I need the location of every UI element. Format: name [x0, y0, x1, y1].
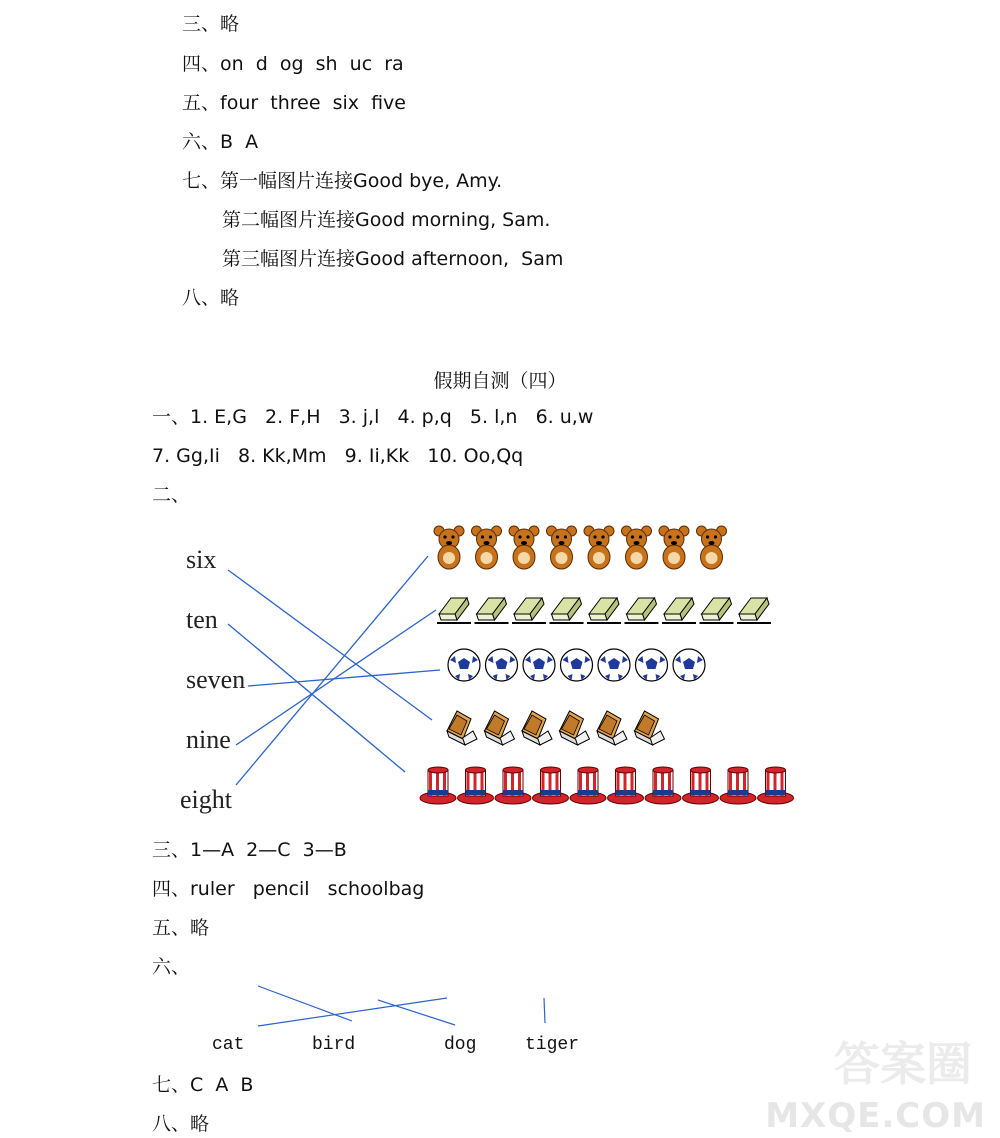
- answer-liu: 六、B A: [182, 131, 259, 153]
- answer-four-san: 三、1—A 2—C 3—B: [152, 839, 347, 861]
- soccer-ball-icon: [486, 649, 518, 681]
- teddy-bear-icon: [622, 526, 652, 569]
- top-hat-icon: [458, 767, 494, 804]
- top-hat-icon: [533, 767, 569, 804]
- watermark-cn: 答案圈: [834, 1037, 972, 1091]
- top-hat-icon: [720, 767, 756, 804]
- answer-qi-1: 七、第一幅图片连接Good bye, Amy.: [182, 170, 503, 192]
- answer-ba: 八、略: [182, 287, 240, 309]
- eraser-icon: [475, 598, 509, 623]
- answer-qi-2: 第二幅图片连接Good morning, Sam.: [222, 209, 551, 231]
- answer-er: 二、: [152, 484, 191, 506]
- link-animal-3: [378, 1000, 455, 1025]
- soccer-ball-icon: [523, 649, 555, 681]
- answer-si: 四、on d og sh uc ra: [182, 53, 404, 75]
- soccer-ball-icon: [448, 649, 480, 681]
- pencil-sharpener-icon: [597, 711, 627, 745]
- soccer-ball-icon: [673, 649, 705, 681]
- teddy-bear-icon: [584, 526, 614, 569]
- eraser-icon: [512, 598, 546, 623]
- match-word-seven: seven: [186, 665, 246, 694]
- soccer-ball-icon: [636, 649, 668, 681]
- top-hat-icon: [758, 767, 794, 804]
- teddy-bear-icon: [659, 526, 689, 569]
- watermark-en: MXQE.COM: [765, 1096, 986, 1136]
- answer-four-qi: 七、C A B: [152, 1074, 254, 1096]
- picture-row-2: [437, 598, 771, 623]
- link-nine-erasers: [236, 610, 436, 745]
- teddy-bear-icon: [472, 526, 502, 569]
- eraser-icon: [737, 598, 771, 623]
- section-title: 假期自测（四）: [433, 370, 567, 392]
- answer-four-si: 四、ruler pencil schoolbag: [152, 878, 425, 900]
- link-animal-1: [258, 986, 352, 1021]
- answer-four-ba: 八、略: [152, 1113, 210, 1135]
- match-word-nine: nine: [186, 725, 231, 754]
- link-six-sharpeners: [228, 570, 432, 720]
- pencil-sharpener-icon: [560, 711, 590, 745]
- eraser-icon: [587, 598, 621, 623]
- match-word-ten: ten: [186, 605, 218, 634]
- teddy-bear-icon: [547, 526, 577, 569]
- eraser-icon: [700, 598, 734, 623]
- top-hat-icon: [420, 767, 456, 804]
- pencil-sharpener-icon: [485, 711, 515, 745]
- eraser-icon: [550, 598, 584, 623]
- teddy-bear-icon: [509, 526, 539, 569]
- soccer-ball-icon: [561, 649, 593, 681]
- match-word-six: six: [186, 545, 217, 574]
- link-eight-bears: [236, 556, 428, 785]
- animal-word-cat: cat: [212, 1035, 245, 1055]
- answer-wu: 五、four three six five: [182, 92, 406, 114]
- animal-word-dog: dog: [444, 1035, 477, 1055]
- picture-row-5: [420, 767, 794, 804]
- link-animal-4: [544, 998, 545, 1023]
- eraser-icon: [625, 598, 659, 623]
- picture-row-3: [448, 649, 705, 681]
- eraser-icon: [437, 598, 471, 623]
- pencil-sharpener-icon: [447, 711, 477, 745]
- top-hat-icon: [570, 767, 606, 804]
- top-hat-icon: [683, 767, 719, 804]
- soccer-ball-icon: [598, 649, 630, 681]
- answer-four-wu: 五、略: [152, 917, 210, 939]
- answer-qi-3: 第三幅图片连接Good afternoon, Sam: [222, 248, 564, 270]
- answer-four-liu: 六、: [152, 956, 191, 978]
- top-hat-icon: [645, 767, 681, 804]
- picture-row-1: [434, 526, 727, 569]
- eraser-icon: [662, 598, 696, 623]
- animal-word-tiger: tiger: [525, 1035, 580, 1055]
- teddy-bear-icon: [697, 526, 727, 569]
- picture-row-4: [447, 711, 665, 745]
- top-hat-icon: [608, 767, 644, 804]
- link-animal-2: [258, 998, 447, 1026]
- top-hat-icon: [495, 767, 531, 804]
- pencil-sharpener-icon: [635, 711, 665, 745]
- answer-san: 三、略: [182, 13, 240, 35]
- teddy-bear-icon: [434, 526, 464, 569]
- link-ten-hats: [228, 624, 405, 772]
- match-word-eight: eight: [180, 785, 232, 814]
- answer-yi-2: 7. Gg,Ii 8. Kk,Mm 9. Ii,Kk 10. Oo,Qq: [152, 445, 524, 467]
- answer-yi-1: 一、1. E,G 2. F,H 3. j,l 4. p,q 5. l,n 6. u,w: [152, 406, 594, 428]
- pencil-sharpener-icon: [522, 711, 552, 745]
- animal-word-bird: bird: [312, 1035, 356, 1055]
